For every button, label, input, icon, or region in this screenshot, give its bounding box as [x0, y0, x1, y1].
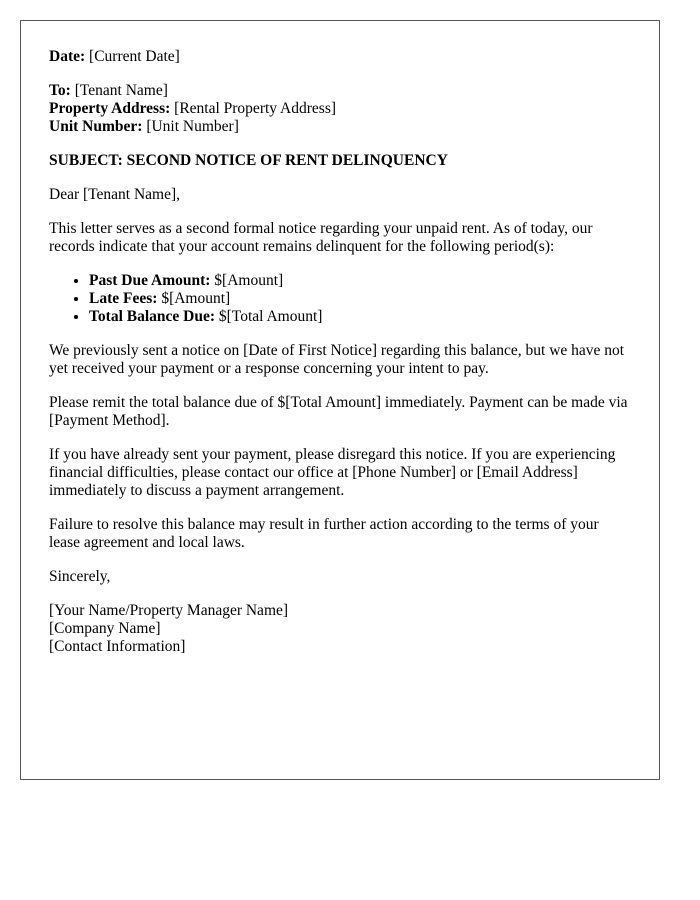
total-balance-label: Total Balance Due: [89, 308, 216, 325]
amounts-list [49, 272, 631, 326]
to-value: [Tenant Name] [74, 82, 168, 99]
disregard-paragraph: If you have already sent your payment, please disregard this notice. If you are experiencing financial difficulties, please contact our office at [Phone Number] or [Email Address] immediately to discuss a payment arrangement. [49, 446, 616, 499]
unit-value: [Unit Number] [146, 118, 239, 135]
closing: Sincerely, [49, 568, 111, 585]
signature-contact: [Contact Information] [49, 638, 186, 655]
address-value: [Rental Property Address] [174, 100, 337, 117]
past-due-value: $[Amount] [214, 272, 284, 289]
late-fees-label: Late Fees: [89, 290, 158, 307]
date-line [49, 48, 631, 66]
address-label: Property Address: [49, 100, 171, 117]
intro-paragraph: This letter serves as a second formal notice regarding your unpaid rent. As of today, our records indicate that your account remains delinquent for the following period(s): [49, 220, 593, 255]
unit-label: Unit Number: [49, 118, 143, 135]
date-label: Date: [49, 48, 86, 65]
unit-line [49, 118, 631, 136]
recipient-block [49, 82, 631, 136]
total-balance-value: $[Total Amount] [218, 308, 323, 325]
remit-paragraph: Please remit the total balance due of $[Total Amount] immediately. Payment can be made via [Payment Method]. [49, 394, 628, 429]
previous-notice-paragraph: We previously sent a notice on [Date of First Notice] regarding this balance, but we have not yet received your payment or a response concerning your intent to pay. [49, 342, 625, 377]
signature-company: [Company Name] [49, 620, 161, 637]
late-fees-value: $[Amount] [161, 290, 231, 307]
date-value: [Current Date] [89, 48, 180, 65]
signature-name: [Your Name/Property Manager Name] [49, 602, 289, 619]
letter-header [49, 48, 631, 66]
subject-line: SUBJECT: SECOND NOTICE OF RENT DELINQUENCY [49, 152, 448, 169]
address-line [49, 100, 631, 118]
letter-page [20, 20, 660, 780]
to-label: To: [49, 82, 71, 99]
list-item-late-fees [89, 290, 631, 308]
list-item-total-balance [89, 308, 631, 326]
failure-paragraph: Failure to resolve this balance may result in further action according to the terms of your lease agreement and local laws. [49, 516, 599, 551]
signature-block [49, 602, 631, 656]
past-due-label: Past Due Amount: [89, 272, 211, 289]
to-line [49, 82, 631, 100]
list-item-past-due [89, 272, 631, 290]
salutation: Dear [Tenant Name], [49, 186, 181, 203]
